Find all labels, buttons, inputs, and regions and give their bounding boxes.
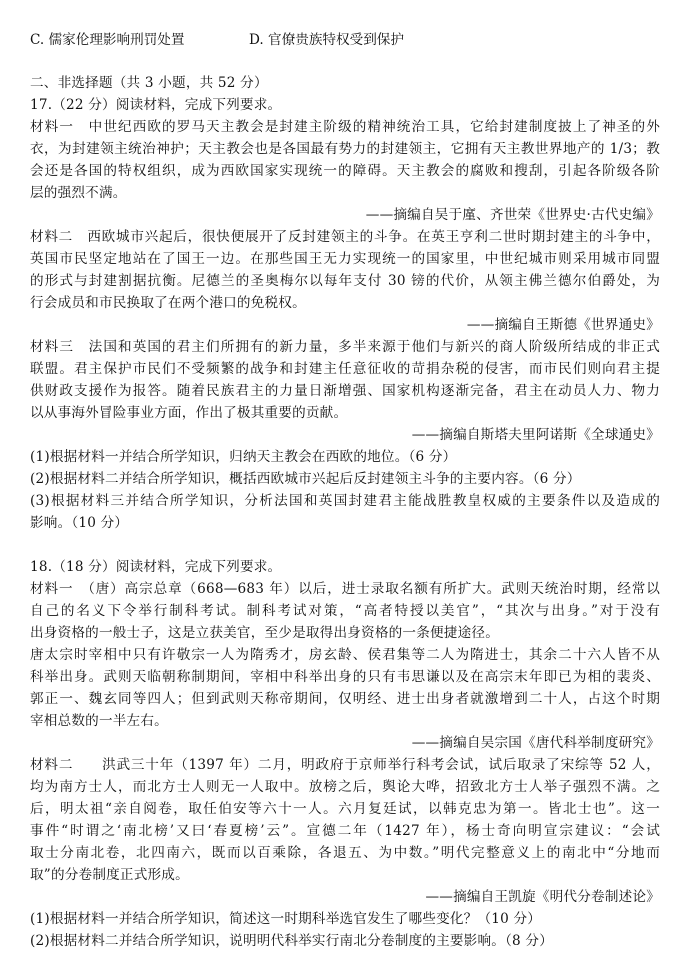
q18-m2-line: 取”的分卷制度正式形成。	[30, 867, 189, 883]
q18-m2-line: 均为南方士人，而北方士人则无一人取中。放榜之后，舆论大哗，招致北方士人举子强烈不满。之	[30, 779, 660, 795]
q18-intro: 18.（18 分）阅读材料，完成下列要求。	[30, 559, 282, 575]
q18-m1-line: 科举出身。武则天临朝称制期间，宰相中科举出身的只有韦思谦以及在高宗末年即已为相的裴炎、	[30, 669, 660, 685]
q17-m1-line: 层的强烈不满。	[30, 185, 127, 201]
q18-question-1: (1)根据材料一并结合所学知识，简述这一时期科举选官发生了哪些变化？（10 分）	[30, 911, 542, 927]
q17-intro: 17.（22 分）阅读材料，完成下列要求。	[30, 97, 282, 113]
q17-question-1: (1)根据材料一并结合所学知识，归纳天主教会在西欧的地位。（6 分）	[30, 449, 457, 465]
q17-m2-line: 行会成员和市民换取了在两个港口的免税权。	[30, 295, 306, 311]
q18-m2-source: ——摘编自王凯旋《明代分卷制述论》	[425, 889, 660, 905]
q18-m1-line: 宰相总数的一半左右。	[30, 713, 168, 729]
q18-m1-source: ——摘编自吴宗国《唐代科举制度研究》	[411, 735, 660, 751]
q18-m1-line: 出身资格的一般士子，这是立获美官，至少是取得出身资格的一条便捷途径。	[30, 625, 499, 641]
q18-m1-line: 自己的名义下令举行制科考试。制科考试对策，“高者特授以美官”，“其次与出身。”对于没有	[30, 603, 660, 619]
q17-question-3-cont: 影响。（10 分）	[30, 515, 129, 531]
q17-m2-source: ——摘编自王斯德《世界通史》	[466, 317, 660, 333]
q17-m1-source: ——摘编自吴于廑、齐世荣《世界史·古代史编》	[365, 207, 660, 223]
q18-m2-line: 事件“时谓之‘南北榜’又曰‘春夏榜’云”。宣德二年（1427 年），杨士奇向明宣宗建议：“会试	[30, 823, 660, 839]
q17-m1-line: 衣，为封建领主统治神护；天主教会也是各国最有势力的封建领主，它拥有天主教世界地产的 1/3；教	[30, 141, 660, 157]
q17-m3-source: ——摘编自斯塔夫里阿诺斯《全球通史》	[411, 427, 660, 443]
q17-m2-line: 英国市民坚定地站在了国王一边。在那些国王无力实现统一的国家里，中世纪城市则采用城市同盟	[30, 251, 660, 267]
q18-m1-line: 材料一 （唐）高宗总章（668—683 年）以后，进士录取名额有所扩大。武则天统治时期，经常以	[30, 581, 660, 597]
q18-m1-line: 郭正一、魏玄同等四人；但到武则天称帝期间，仅明经、进士出身者就激增到二十人，占这个时期	[30, 691, 660, 707]
q17-m1-line: 材料一 中世纪西欧的罗马天主教会是封建主阶级的精神统治工具，它给封建制度披上了神圣的外	[30, 119, 660, 135]
q18-m1-line: 唐太宗时宰相中只有许敬宗一人为隋秀才，房玄龄、侯君集等二人为隋进士，其余二十六人皆不从	[30, 647, 660, 663]
q17-m1-line: 会还是各国的特权组织，成为西欧国家实现统一的障碍。天主教会的腐败和搜刮，引起各阶级各阶	[30, 163, 660, 179]
q17-m3-line: 材料三 法国和英国的君主们所拥有的新力量，多半来源于他们与新兴的商人阶级所结成的非正式	[30, 339, 660, 355]
q18-m2-line: 后，明太祖“亲自阅卷，取任伯安等六十一人。六月复廷试，以韩克忠为第一。皆北士也”。这一	[30, 801, 660, 817]
option-c: C. 儒家伦理影响刑罚处置	[30, 32, 185, 48]
q17-question-3: (3)根据材料三并结合所学知识，分析法国和英国封建君主能战胜教皇权威的主要条件以及造成的	[30, 493, 660, 509]
option-d: D. 官僚贵族特权受到保护	[249, 32, 404, 48]
q17-m2-line: 的形式与封建割据抗衡。尼德兰的圣奥梅尔以每年支付 30 镑的代价，从领主佛兰德尔伯爵处，为	[30, 273, 660, 289]
q18-m2-line: 取士分南北卷，北四南六，既而以百乘除，各退五、为中数。”明代完整意义上的南北中“分地而	[30, 845, 660, 861]
q18-m2-line: 材料二 洪武三十年（1397 年）二月，明政府于京师举行科考会试，试后取录了宋综等 52 人，	[30, 757, 660, 773]
section-title: 二、非选择题（共 3 小题，共 52 分）	[30, 75, 268, 91]
q17-m3-line: 供财政支援作为报答。随着民族君主的力量日渐增强、国家机构逐渐完备，君主在动员人力、物力	[30, 383, 660, 399]
q17-m2-line: 材料二 西欧城市兴起后，很快便展开了反封建领主的斗争。在英王亨利二世时期封建主的斗争中，	[30, 229, 660, 245]
q17-question-2: (2)根据材料二并结合所学知识，概括西欧城市兴起后反封建领主斗争的主要内容。（6 分）	[30, 471, 581, 487]
q17-m3-line: 联盟。君主保护市民们不受频繁的战争和封建主任意征收的苛捐杂税的侵害，而市民们则向君主提	[30, 361, 660, 377]
q18-question-2: (2)根据材料二并结合所学知识，说明明代科举实行南北分卷制度的主要影响。（8 分）	[30, 933, 553, 949]
q17-m3-line: 以从事海外冒险事业方面，作出了极其重要的贡献。	[30, 405, 348, 421]
